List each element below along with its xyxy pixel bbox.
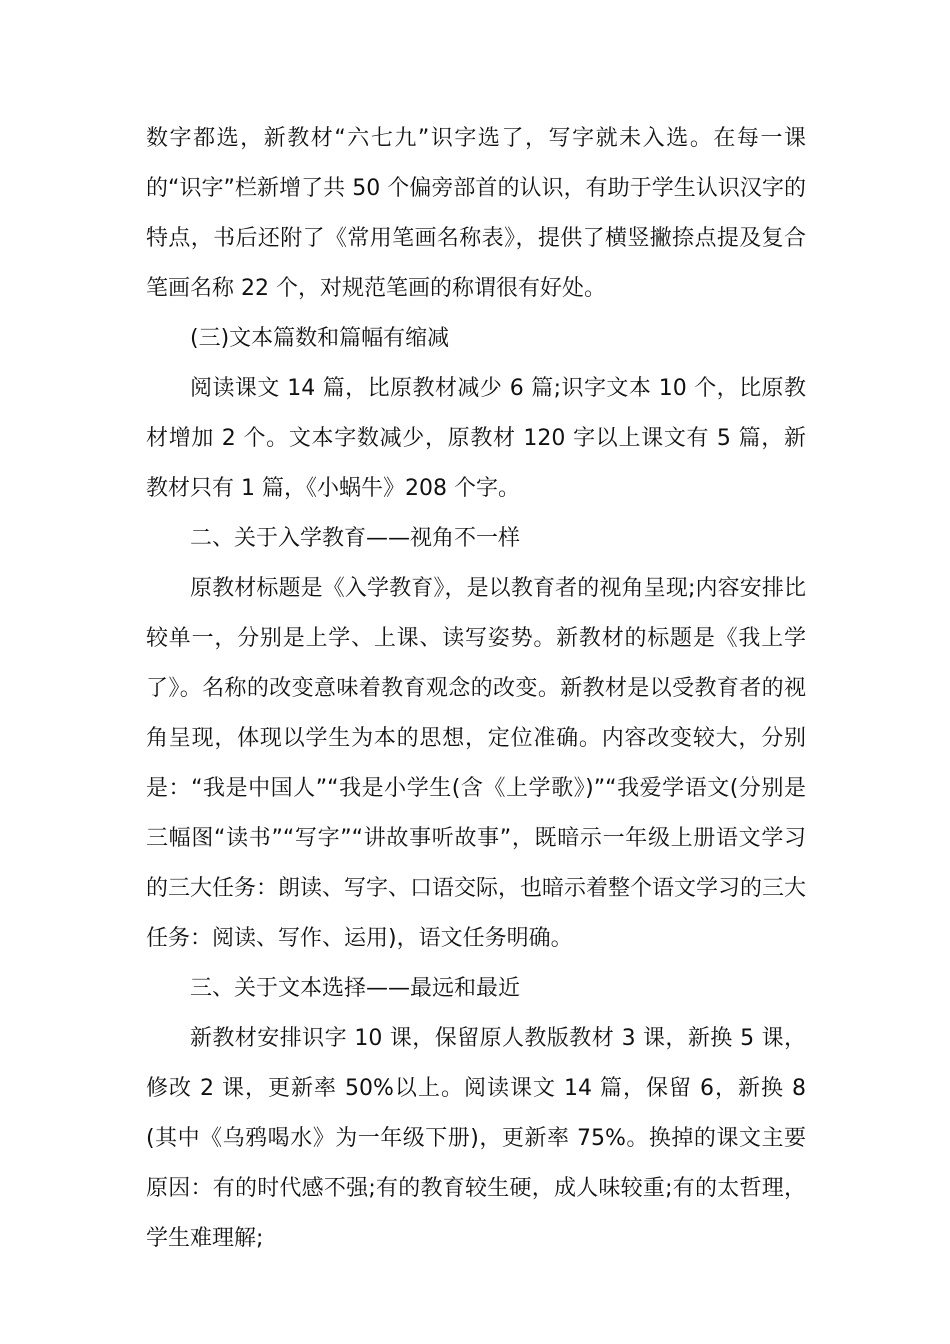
heading-school-entry: 二、关于入学教育——视角不一样: [190, 526, 521, 551]
paragraph-text-selection: 新教材安排识字 10 课，保留原人教版教材 3 课，新换 5 课，修改 2 课，更新率 50%以上。阅读课文 14 篇，保留 6，新换 8(其中《乌鸦喝水》为一年级下册)，更新率 75%。换掉的课文主要原因：有的时代感不强;有的教育较生硬，成人味较重;有的太哲理，学生难理解;: [146, 1026, 806, 1251]
paragraph-stroke-names: 数字都选，新教材“六七九”识字选了，写字就未入选。在每一课的“识字”栏新增了共 50 个偏旁部首的认识，有助于学生认识汉字的特点，书后还附了《常用笔画名称表》，提供了横竖撇捺点提及复合笔画名称 22 个，对规范笔画的称谓很有好处。: [146, 126, 806, 301]
paragraph-school-entry: 原教材标题是《入学教育》，是以教育者的视角呈现;内容安排比较单一，分别是上学、上课、读写姿势。新教材的标题是《我上学了》。名称的改变意味着教育观念的改变。新教材是以受教育者的视角呈现，体现以学生为本的思想，定位准确。内容改变较大，分别是：“我是中国人”“我是小学生(含《上学歌》)”“我爱学语文(分别是三幅图“读书”“写字”“讲故事听故事”，既暗示一年级上册语文学习的三大任务：朗读、写字、口语交际，也暗示着整个语文学习的三大任务：阅读、写作、运用)，语文任务明确。: [146, 576, 807, 951]
heading-text-selection: 三、关于文本选择——最远和最近: [190, 976, 521, 1001]
document-page: [146, 114, 806, 1264]
paragraph-text-count: 阅读课文 14 篇，比原教材减少 6 篇;识字文本 10 个，比原教材增加 2 个。文本字数减少，原教材 120 字以上课文有 5 篇，新教材只有 1 篇，《小蜗牛》208 个字。: [146, 376, 806, 501]
heading-text-count: (三)文本篇数和篇幅有缩减: [190, 326, 450, 351]
